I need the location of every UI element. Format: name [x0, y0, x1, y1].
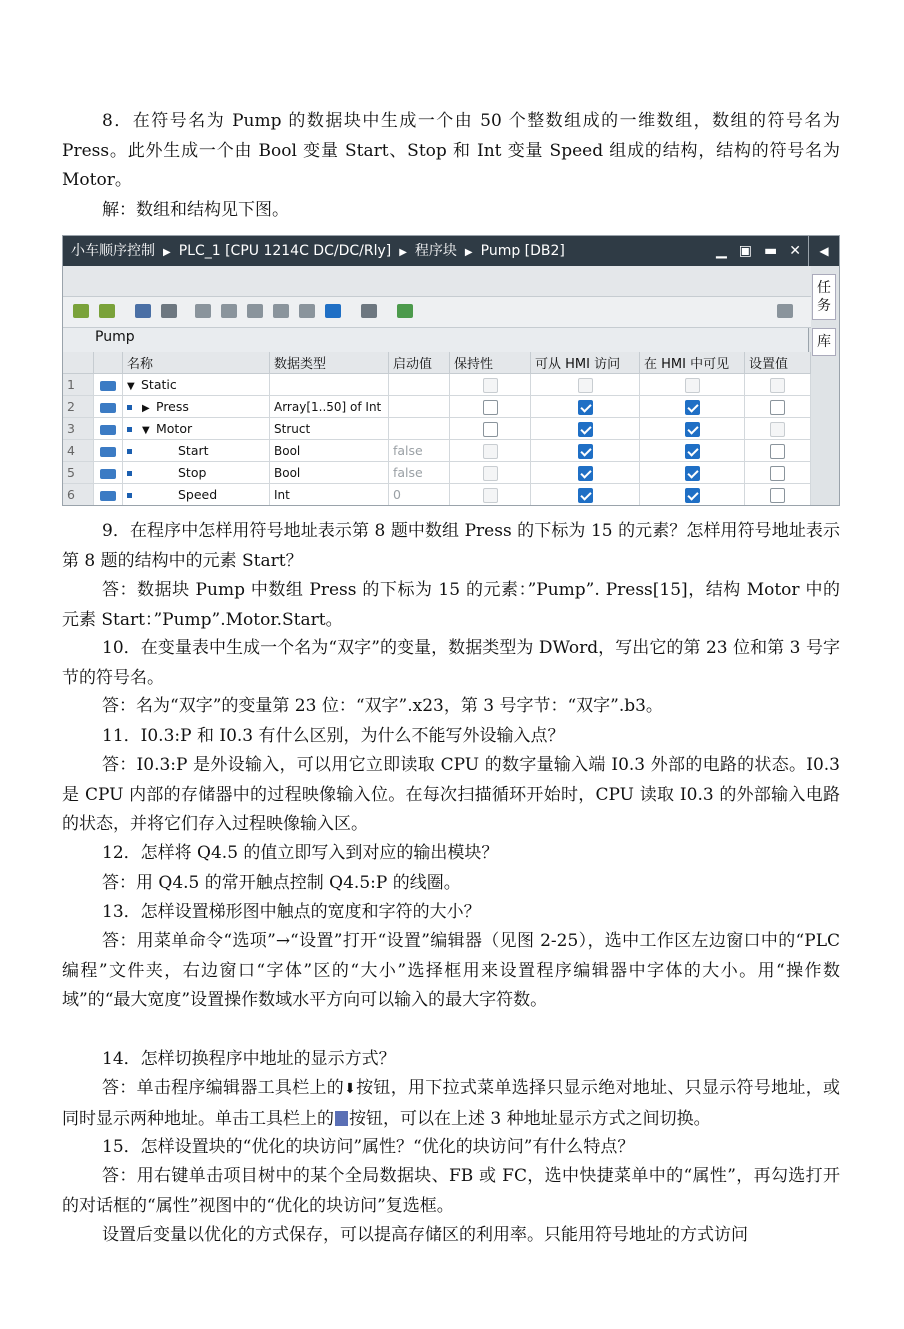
collapse-arrow-icon[interactable]: ◀	[809, 236, 839, 266]
setpoint-checkbox[interactable]	[770, 466, 785, 481]
question-12: 12．怎样将 Q4.5 的值立即写入到对应的输出模块？	[102, 843, 499, 863]
name-cell[interactable]	[123, 484, 270, 506]
table-row[interactable]	[63, 418, 811, 440]
member-bullet-icon	[127, 471, 132, 476]
question-14: 14．怎样切换程序中地址的显示方式？	[102, 1049, 396, 1069]
table-header-row	[63, 352, 811, 374]
task-card-sidebar	[808, 236, 839, 506]
expand-down-icon[interactable]: ▼	[142, 425, 150, 436]
start-value-cell[interactable]: 0	[389, 484, 450, 506]
question-10: 10．在变量表中生成一个名为“双字”的变量，数据类型为 DWord，写出它的第 23 位和第 3 号字节的符号名。	[62, 638, 840, 688]
answer-12: 答：用 Q4.5 的常开触点控制 Q4.5:P 的线圈。	[102, 873, 461, 893]
breadcrumb-project[interactable]: 小车顺序控制	[71, 243, 155, 259]
question-11: 11．I0.3:P 和 I0.3 有什么区别，为什么不能写外设输入点？	[102, 726, 565, 746]
breadcrumb-blocks[interactable]: 程序块	[414, 243, 457, 259]
setpoint-cell	[745, 396, 811, 418]
db-variable-icon	[100, 381, 116, 391]
col-start-value[interactable]: 启动值	[389, 352, 450, 374]
answer-13: 答：用菜单命令“选项”→“设置”打开“设置”编辑器（见图 2-25），选中工作区左边窗口中的“PLC 编程”文件夹，右边窗口“字体”区的“大小”选择框用来设置程序编辑器中字体的大小。用“操作数域”的“最大宽度”设置操作数域水平方向可以输入的最大字符数。	[62, 931, 840, 1010]
answer-15: 答：用右键单击项目树中的某个全局数据块、FB 或 FC，选中快捷菜单中的“属性”，再勾选打开的对话框的“属性”视图中的“优化的块访问”复选框。	[62, 1166, 840, 1216]
hmi-access-checkbox[interactable]	[578, 400, 593, 415]
col-row-number	[63, 352, 94, 374]
table-row[interactable]	[63, 440, 811, 462]
retain-cell	[450, 396, 531, 418]
answer-11: 答：I0.3:P 是外设输入，可以用它立即读取 CPU 的数字量输入端 I0.3 外部的电路的状态。I0.3 是 CPU 内部的存储器中的过程映像输入位。在每次扫描循环开始时，CPU 读取 I0.3 的外部输入电路的状态，并将它们存入过程映像输入区。	[62, 755, 840, 834]
variable-name: Press	[156, 399, 189, 414]
hmi-access-cell	[531, 374, 640, 396]
db-variable-icon	[100, 491, 116, 501]
variable-name: Speed	[178, 487, 218, 502]
variable-name: Start	[178, 443, 209, 458]
hmi-visible-checkbox[interactable]	[685, 422, 700, 437]
db-variable-icon	[100, 447, 116, 457]
hmi-access-checkbox[interactable]	[578, 444, 593, 459]
monitor-icon[interactable]	[361, 304, 377, 318]
name-cell[interactable]	[123, 440, 270, 462]
datatype-cell[interactable]	[270, 374, 389, 396]
answer-10: 答：名为“双字”的变量第 23 位：“双字”.x23，第 3 号字节：“双字”.b3。	[102, 696, 663, 716]
retain-cell	[450, 484, 531, 506]
restore-icon[interactable]: ▣	[738, 243, 757, 259]
member-bullet-icon	[127, 427, 132, 432]
variable-name: Static	[141, 377, 177, 392]
col-datatype[interactable]: 数据类型	[270, 352, 389, 374]
start-value-cell[interactable]	[389, 374, 450, 396]
start-value-cell[interactable]	[389, 418, 450, 440]
start-value-cell[interactable]: false	[389, 462, 450, 484]
col-setpoint[interactable]: 设置值	[745, 352, 811, 374]
insert-row-icon[interactable]	[73, 304, 89, 318]
row-icon-cell	[94, 484, 123, 506]
setpoint-checkbox[interactable]	[770, 422, 785, 437]
retain-checkbox[interactable]	[483, 466, 498, 481]
row-number: 2	[63, 396, 94, 418]
datatype-cell[interactable]: Array[1..50] of Int	[270, 396, 389, 418]
copy-snapshot-icon[interactable]	[221, 304, 237, 318]
load-setpoints-icon[interactable]	[299, 304, 315, 318]
row-icon-cell	[94, 396, 123, 418]
hmi-access-cell	[531, 396, 640, 418]
maximize-icon[interactable]: ▬	[764, 243, 782, 259]
retain-checkbox[interactable]	[483, 400, 498, 415]
answer-14: 答：单击程序编辑器工具栏上的⬇按钮，用下拉式菜单选择只显示绝对地址、只显示符号地址，或同时显示两种地址。单击工具栏上的 按钮，可以在上述 3 种地址显示方式之间切换。	[62, 1078, 841, 1129]
setpoint-checkbox[interactable]	[770, 378, 785, 393]
hmi-access-cell	[531, 418, 640, 440]
row-number: 6	[63, 484, 94, 506]
chevron-right-icon: ▶	[163, 247, 171, 258]
breadcrumb-db[interactable]: Pump [DB2]	[480, 243, 565, 259]
expand-right-icon[interactable]: ▶	[142, 403, 150, 414]
tab-libraries[interactable]: 库	[812, 328, 836, 356]
setpoint-cell	[745, 462, 811, 484]
col-name[interactable]: 名称	[123, 352, 270, 374]
download-arrow-icon: ⬇	[344, 1081, 356, 1097]
db-name: Pump	[95, 329, 135, 345]
answer-8: 解：数组和结构见下图。	[102, 200, 289, 220]
retain-cell	[450, 374, 531, 396]
row-number: 1	[63, 374, 94, 396]
row-icon-cell	[94, 462, 123, 484]
retain-cell	[450, 462, 531, 484]
hmi-visible-checkbox[interactable]	[685, 444, 700, 459]
name-cell[interactable]	[123, 418, 270, 440]
table-row[interactable]	[63, 484, 811, 506]
hmi-visible-checkbox[interactable]	[685, 466, 700, 481]
retain-checkbox[interactable]	[483, 422, 498, 437]
retain-cell	[450, 418, 531, 440]
table-row[interactable]	[63, 374, 811, 396]
datatype-cell[interactable]: Struct	[270, 418, 389, 440]
setpoint-checkbox[interactable]	[770, 444, 785, 459]
col-hmi-access[interactable]: 可从 HMI 访问	[531, 352, 640, 374]
datatype-cell[interactable]: Bool	[270, 462, 389, 484]
question-9: 9．在程序中怎样用符号地址表示第 8 题中数组 Press 的下标为 15 的元素？怎样用符号地址表示第 8 题的结构中的元素 Start？	[62, 521, 840, 571]
member-bullet-icon	[127, 449, 132, 454]
col-retain[interactable]: 保持性	[450, 352, 531, 374]
retain-checkbox[interactable]	[483, 444, 498, 459]
row-icon-cell	[94, 374, 123, 396]
name-cell[interactable]	[123, 462, 270, 484]
start-value-cell[interactable]: false	[389, 440, 450, 462]
address-toggle-icon	[335, 1111, 348, 1126]
editor-toolbar	[63, 297, 811, 328]
glasses-icon[interactable]	[397, 304, 413, 318]
question-15: 15．怎样设置块的“优化的块访问”属性？“优化的块访问”有什么特点？	[102, 1137, 635, 1157]
tab-tasks[interactable]: 任务	[812, 274, 836, 320]
setpoint-cell	[745, 418, 811, 440]
table-row[interactable]	[63, 462, 811, 484]
load-start-values-icon[interactable]	[247, 304, 263, 318]
member-bullet-icon	[127, 405, 132, 410]
setpoint-checkbox[interactable]	[770, 400, 785, 415]
initialize-setpoints-icon[interactable]	[273, 304, 289, 318]
expand-all-icon[interactable]	[135, 304, 151, 318]
name-cell[interactable]	[123, 374, 270, 396]
hmi-access-cell	[531, 462, 640, 484]
variable-name: Stop	[178, 465, 207, 480]
setpoint-cell	[745, 440, 811, 462]
retain-checkbox[interactable]	[483, 488, 498, 503]
question-8: 8．在符号名为 Pump 的数据块中生成一个由 50 个整数组成的一维数组，数组的符号名为 Press。此外生成一个由 Bool 变量 Start、Stop 和 Int 变量 Speed 组成的结构，结构的符号名为 Motor。	[62, 111, 840, 190]
hmi-visible-cell	[640, 396, 745, 418]
add-row-icon[interactable]	[99, 304, 115, 318]
hmi-access-checkbox[interactable]	[578, 466, 593, 481]
collapse-all-icon[interactable]	[161, 304, 177, 318]
row-number: 5	[63, 462, 94, 484]
hmi-access-cell	[531, 440, 640, 462]
db-variable-icon	[100, 403, 116, 413]
db-variable-icon	[100, 425, 116, 435]
window-controls[interactable]	[708, 236, 805, 266]
row-number: 3	[63, 418, 94, 440]
snapshot-icon[interactable]	[195, 304, 211, 318]
start-value-cell[interactable]	[389, 396, 450, 418]
hmi-visible-cell	[640, 440, 745, 462]
editor-header-bar	[63, 266, 811, 297]
row-icon-cell	[94, 418, 123, 440]
row-icon-cell	[94, 440, 123, 462]
hmi-access-checkbox[interactable]	[578, 378, 593, 393]
settings-panel-icon[interactable]	[777, 304, 793, 318]
hmi-visible-cell	[640, 484, 745, 506]
hmi-visible-checkbox[interactable]	[685, 400, 700, 415]
name-cell[interactable]	[123, 396, 270, 418]
hmi-visible-checkbox[interactable]	[685, 488, 700, 503]
hmi-access-cell	[531, 484, 640, 506]
hmi-visible-cell	[640, 462, 745, 484]
datatype-cell[interactable]: Int	[270, 484, 389, 506]
chevron-right-icon: ▶	[464, 247, 473, 258]
answer-15-continued: 设置后变量以优化的方式保存，可以提高存储区的利用率。只能用符号地址的方式访问	[102, 1225, 748, 1245]
answer-9: 答：数据块 Pump 中数组 Press 的下标为 15 的元素：”Pump”. Press[15]，结构 Motor 中的元素 Start：”Pump”.Motor.Start。	[62, 580, 840, 630]
retain-checkbox[interactable]	[483, 378, 498, 393]
setpoint-cell	[745, 374, 811, 396]
col-hmi-visible[interactable]: 在 HMI 中可见	[640, 352, 745, 374]
close-icon[interactable]: ✕	[789, 243, 805, 259]
expand-down-icon[interactable]: ▼	[127, 381, 135, 392]
hmi-visible-checkbox[interactable]	[685, 378, 700, 393]
minimize-icon[interactable]: ▁	[716, 243, 731, 259]
member-bullet-icon	[127, 493, 132, 498]
breadcrumb-plc[interactable]: PLC_1 [CPU 1214C DC/DC/Rly]	[178, 243, 392, 259]
hmi-visible-cell	[640, 374, 745, 396]
db-variable-icon	[100, 469, 116, 479]
table-row[interactable]	[63, 396, 811, 418]
hmi-access-checkbox[interactable]	[578, 488, 593, 503]
chevron-right-icon: ▶	[399, 247, 407, 258]
retain-cell	[450, 440, 531, 462]
hmi-access-checkbox[interactable]	[578, 422, 593, 437]
setpoint-cell	[745, 484, 811, 506]
variable-name: Motor	[156, 421, 193, 436]
question-13: 13．怎样设置梯形图中触点的宽度和字符的大小？	[102, 902, 481, 922]
list-view-icon[interactable]	[325, 304, 341, 318]
col-icon	[94, 352, 123, 374]
row-number: 4	[63, 440, 94, 462]
hmi-visible-cell	[640, 418, 745, 440]
datatype-cell[interactable]: Bool	[270, 440, 389, 462]
title-bar	[63, 236, 811, 266]
setpoint-checkbox[interactable]	[770, 488, 785, 503]
db-table	[63, 352, 811, 506]
tia-portal-screenshot	[62, 235, 840, 506]
